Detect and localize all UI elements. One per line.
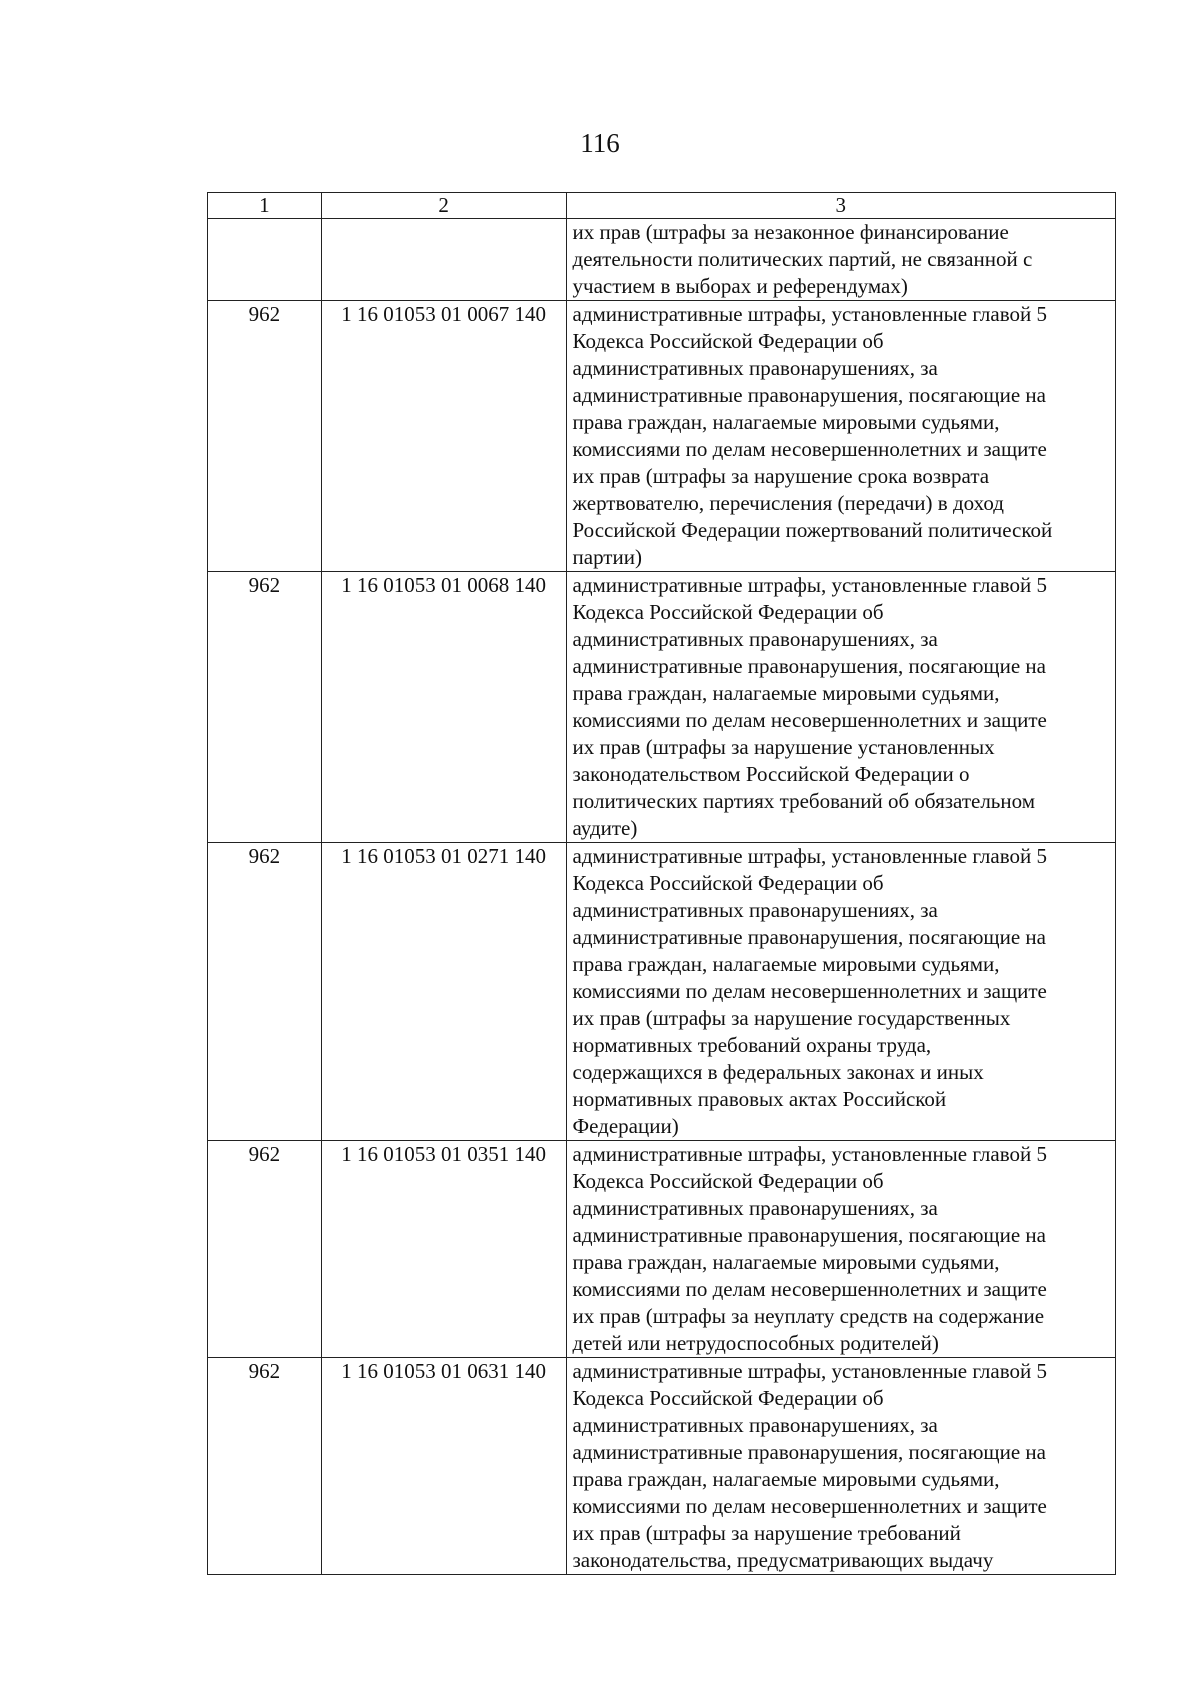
fees-table: [207, 192, 1116, 1575]
description-line: административные правонарушения, посягающие на: [572, 1223, 1046, 1247]
description-line: нормативных правовых актах Российской: [572, 1087, 947, 1111]
page-number: 116: [580, 128, 620, 158]
table-row: [208, 843, 1116, 1141]
description-line: административных правонарушениях, за: [572, 1196, 938, 1220]
table-row: [208, 219, 1116, 301]
description-line: административные правонарушения, посягающие на: [572, 654, 1046, 678]
description-line: административные штрафы, установленные главой 5: [572, 302, 1047, 326]
description-line: административные штрафы, установленные главой 5: [572, 1142, 1047, 1166]
description-line: жертвователю, перечисления (передачи) в доход: [572, 491, 1004, 515]
description-cell: [566, 843, 1115, 1141]
description-cell: [566, 572, 1115, 843]
description-cell: [566, 219, 1115, 301]
description-line: права граждан, налагаемые мировыми судьями,: [572, 681, 1000, 705]
description-line: комиссиями по делам несовершеннолетних и защите: [572, 979, 1047, 1003]
table-row: [208, 1358, 1116, 1575]
description-line: административных правонарушениях, за: [572, 356, 938, 380]
description-line: Кодекса Российской Федерации об: [572, 600, 884, 624]
admin-code-cell: 962: [208, 1141, 322, 1358]
budget-code-cell: 1 16 01053 01 0631 140: [321, 1358, 566, 1575]
description-line: административных правонарушениях, за: [572, 627, 938, 651]
table-row: [208, 572, 1116, 843]
description-line: комиссиями по делам несовершеннолетних и защите: [572, 1277, 1047, 1301]
description-cell: [566, 301, 1115, 572]
description-line: их прав (штрафы за незаконное финансирование: [572, 220, 1009, 244]
description-line: участием в выборах и референдумах): [572, 274, 908, 298]
description-line: комиссиями по делам несовершеннолетних и защите: [572, 1494, 1047, 1518]
description-line: административные штрафы, установленные главой 5: [572, 573, 1047, 597]
description-line: детей или нетрудоспособных родителей): [572, 1331, 939, 1355]
description-line: административные правонарушения, посягающие на: [572, 925, 1046, 949]
description-line: права граждан, налагаемые мировыми судьями,: [572, 952, 1000, 976]
description-line: Кодекса Российской Федерации об: [572, 871, 884, 895]
description-line: законодательства, предусматривающих выдачу: [572, 1548, 994, 1572]
admin-code-cell: 962: [208, 843, 322, 1141]
budget-code-cell: 1 16 01053 01 0068 140: [321, 572, 566, 843]
description-line: права граждан, налагаемые мировыми судьями,: [572, 410, 1000, 434]
description-line: административных правонарушениях, за: [572, 1413, 938, 1437]
budget-code-cell: [321, 219, 566, 301]
description-line: комиссиями по делам несовершеннолетних и защите: [572, 437, 1047, 461]
description-line: деятельности политических партий, не связанной с: [572, 247, 1033, 271]
description-line: содержащихся в федеральных законах и иных: [572, 1060, 984, 1084]
description-line: права граждан, налагаемые мировыми судьями,: [572, 1467, 1000, 1491]
header-cell-code: 2: [321, 193, 566, 219]
description-cell: [566, 1358, 1115, 1575]
table-row: [208, 301, 1116, 572]
budget-code-cell: 1 16 01053 01 0351 140: [321, 1141, 566, 1358]
description-line: Кодекса Российской Федерации об: [572, 1386, 884, 1410]
description-line: их прав (штрафы за нарушение требований: [572, 1521, 961, 1545]
admin-code-cell: 962: [208, 1358, 322, 1575]
description-line: административных правонарушениях, за: [572, 898, 938, 922]
admin-code-cell: [208, 219, 322, 301]
description-line: административные штрафы, установленные главой 5: [572, 844, 1047, 868]
description-line: комиссиями по делам несовершеннолетних и защите: [572, 708, 1047, 732]
description-line: Кодекса Российской Федерации об: [572, 329, 884, 353]
description-line: их прав (штрафы за нарушение срока возврата: [572, 464, 990, 488]
header-cell-admin: 1: [208, 193, 322, 219]
description-line: их прав (штрафы за нарушение установленных: [572, 735, 995, 759]
description-line: административные правонарушения, посягающие на: [572, 1440, 1046, 1464]
description-line: административные правонарушения, посягающие на: [572, 383, 1046, 407]
description-line: партии): [572, 545, 642, 569]
description-line: нормативных требований охраны труда,: [572, 1033, 932, 1057]
budget-code-cell: 1 16 01053 01 0271 140: [321, 843, 566, 1141]
table-row: [208, 1141, 1116, 1358]
description-line: аудите): [572, 816, 638, 840]
description-line: политических партиях требований об обязательном: [572, 789, 1036, 813]
admin-code-cell: 962: [208, 301, 322, 572]
description-line: Российской Федерации пожертвований политической: [572, 518, 1053, 542]
budget-code-cell: 1 16 01053 01 0067 140: [321, 301, 566, 572]
table-body: [208, 193, 1116, 1575]
description-line: права граждан, налагаемые мировыми судьями,: [572, 1250, 1000, 1274]
description-line: законодательством Российской Федерации о: [572, 762, 970, 786]
description-line: Федерации): [572, 1114, 679, 1138]
description-line: Кодекса Российской Федерации об: [572, 1169, 884, 1193]
description-cell: [566, 1141, 1115, 1358]
table-header-row: [208, 193, 1116, 219]
description-line: административные штрафы, установленные главой 5: [572, 1359, 1047, 1383]
description-line: их прав (штрафы за неуплату средств на содержание: [572, 1304, 1045, 1328]
header-cell-name: 3: [566, 193, 1115, 219]
description-line: их прав (штрафы за нарушение государственных: [572, 1006, 1011, 1030]
admin-code-cell: 962: [208, 572, 322, 843]
